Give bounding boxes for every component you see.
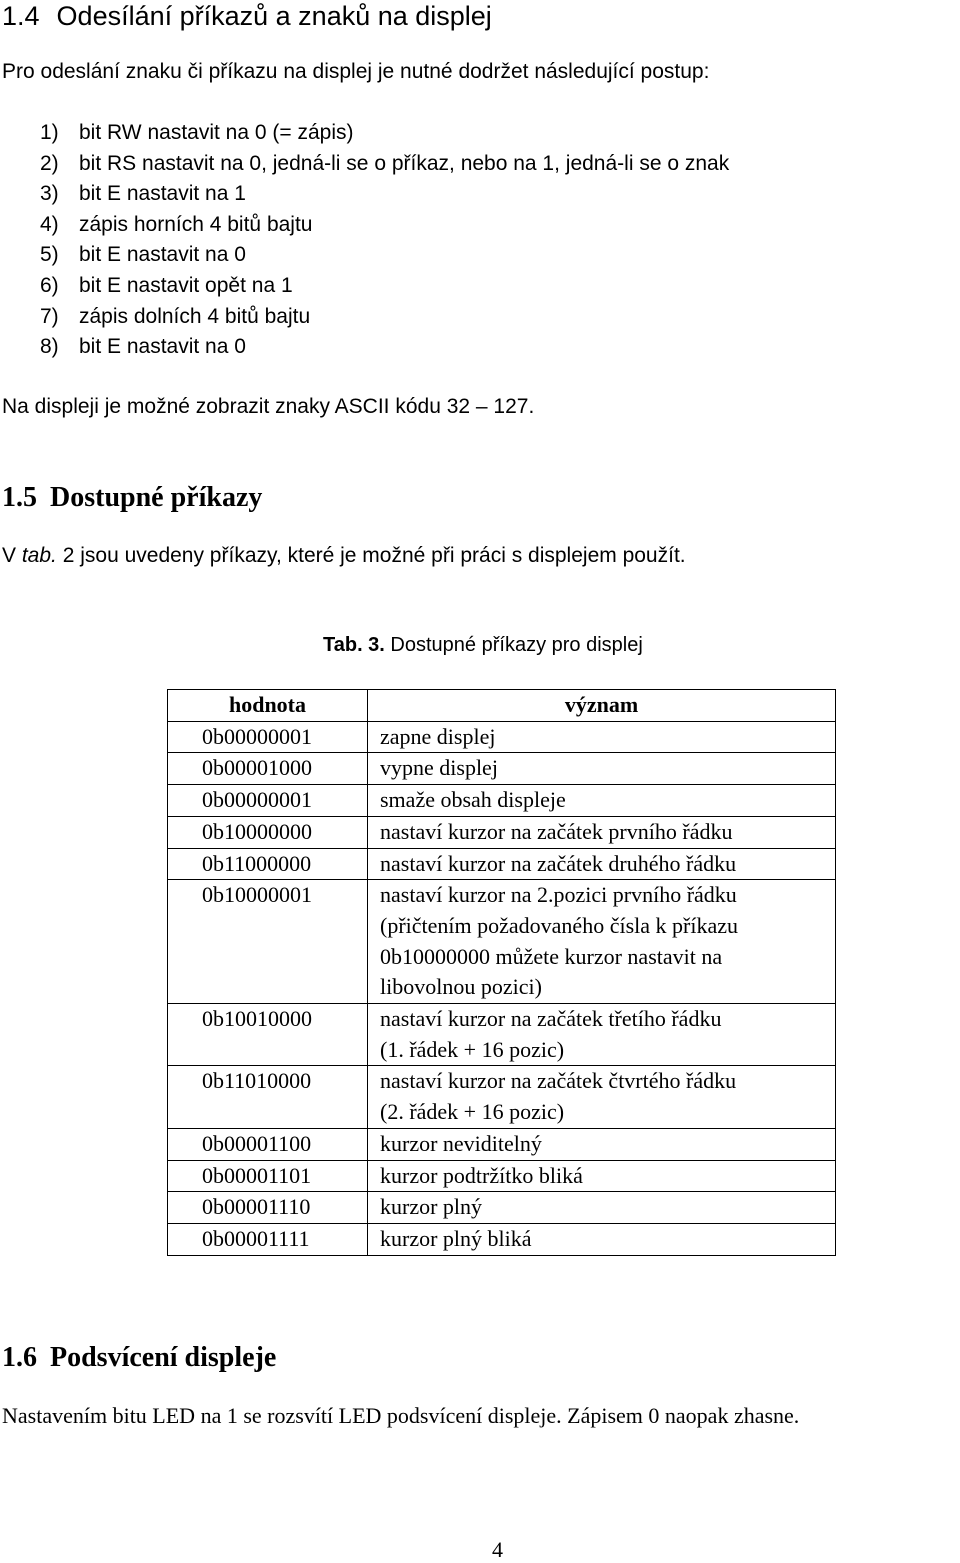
cell-meaning	[368, 785, 836, 817]
backlight-paragraph: Nastavením bitu LED na 1 se rozsvítí LED podsvícení displeje. Zápisem 0 naopak zhasne.	[2, 1403, 800, 1428]
step-number: 8)	[40, 335, 59, 359]
meaning-line: kurzor plný	[380, 1194, 483, 1220]
table-caption-label: Tab. 3.	[323, 634, 385, 656]
cell-value: 0b10000001	[168, 880, 368, 1004]
table-row	[168, 848, 836, 880]
page-number: 4	[492, 1537, 503, 1562]
table-header-row	[168, 690, 836, 722]
cell-value: 0b00001101	[168, 1160, 368, 1192]
table-row	[168, 1066, 836, 1128]
table-row	[168, 785, 836, 817]
cell-value: 0b00001000	[168, 753, 368, 785]
meaning-line: kurzor neviditelný	[380, 1130, 542, 1156]
section-heading-1-4	[2, 1, 492, 32]
table-row	[168, 1004, 836, 1066]
meaning-line: nastaví kurzor na začátek třetího řádku	[380, 1006, 722, 1032]
table-row	[168, 1160, 836, 1192]
section-number: 1.6	[2, 1342, 37, 1373]
cell-meaning	[368, 1066, 836, 1128]
meaning-line: (1. řádek + 16 pozic)	[380, 1036, 565, 1062]
section-title: Dostupné příkazy	[50, 482, 263, 513]
cell-meaning	[368, 1004, 836, 1066]
step-number: 3)	[40, 182, 59, 206]
section-heading-1-6	[2, 1342, 276, 1374]
table-row	[168, 753, 836, 785]
step-text: bit E nastavit na 0	[79, 335, 246, 359]
meaning-line: nastaví kurzor na začátek prvního řádku	[380, 818, 733, 844]
cell-meaning	[368, 753, 836, 785]
meaning-line: smaže obsah displeje	[380, 787, 566, 813]
meaning-line: zapne displej	[380, 723, 496, 749]
table-row	[168, 880, 836, 1004]
cell-value: 0b11010000	[168, 1066, 368, 1128]
step-text: bit RW nastavit na 0 (= zápis)	[79, 121, 354, 144]
step-number: 2)	[40, 151, 59, 175]
procedure-step	[40, 332, 729, 363]
step-text: zápis horních 4 bitů bajtu	[79, 212, 313, 236]
cell-meaning	[368, 1223, 836, 1255]
table-ref: tab.	[21, 544, 57, 567]
procedure-step	[40, 210, 729, 241]
cell-meaning	[368, 848, 836, 880]
cell-value: 0b00001111	[168, 1223, 368, 1255]
cell-meaning	[368, 1160, 836, 1192]
cell-value: 0b00001100	[168, 1128, 368, 1160]
step-number: 6)	[40, 273, 59, 297]
meaning-line: nastaví kurzor na začátek čtvrtého řádku	[380, 1068, 737, 1094]
cell-value: 0b10000000	[168, 816, 368, 848]
procedure-step	[40, 302, 729, 333]
section-number: 1.4	[2, 1, 40, 31]
table-caption	[323, 634, 643, 657]
step-text: zápis dolních 4 bitů bajtu	[79, 304, 311, 328]
step-number: 5)	[40, 243, 59, 267]
column-header-meaning: význam	[368, 690, 836, 722]
cell-value: 0b10010000	[168, 1004, 368, 1066]
step-number: 1)	[40, 121, 59, 144]
table-row	[168, 721, 836, 753]
meaning-line: libovolnou pozici)	[380, 974, 542, 1000]
cell-value: 0b00000001	[168, 785, 368, 817]
meaning-line: kurzor plný bliká	[380, 1225, 532, 1251]
meaning-line: kurzor podtržítko bliká	[380, 1162, 583, 1188]
table-row	[168, 816, 836, 848]
meaning-line: (přičtením požadovaného čísla k příkazu	[380, 912, 738, 938]
cell-value: 0b11000000	[168, 848, 368, 880]
meaning-line: nastaví kurzor na začátek druhého řádku	[380, 850, 737, 876]
cell-value: 0b00000001	[168, 721, 368, 753]
step-text: bit E nastavit na 0	[79, 243, 246, 267]
step-number: 7)	[40, 304, 59, 328]
table-row	[168, 1223, 836, 1255]
meaning-line: vypne displej	[380, 755, 498, 781]
procedure-step	[40, 118, 729, 149]
cell-meaning	[368, 721, 836, 753]
cell-meaning	[368, 1192, 836, 1224]
step-text: bit E nastavit na 1	[79, 182, 246, 206]
section-heading-1-5	[2, 482, 262, 514]
section-title: Podsvícení displeje	[50, 1342, 277, 1373]
procedure-list	[40, 118, 729, 363]
column-header-value: hodnota	[168, 690, 368, 722]
table-reference-paragraph	[2, 544, 686, 568]
table-caption-text: Dostupné příkazy pro displej	[384, 634, 643, 656]
section-number: 1.5	[2, 482, 37, 513]
table-row	[168, 1128, 836, 1160]
procedure-step	[40, 271, 729, 302]
procedure-step	[40, 149, 729, 180]
table-row	[168, 1192, 836, 1224]
table-body	[168, 721, 836, 1255]
step-number: 4)	[40, 212, 59, 236]
cell-meaning	[368, 880, 836, 1004]
intro-prefix: V	[2, 544, 22, 567]
procedure-step	[40, 240, 729, 271]
cell-meaning	[368, 816, 836, 848]
ascii-note: Na displeji je možné zobrazit znaky ASCII kódu 32 – 127.	[2, 395, 535, 418]
commands-table	[167, 689, 836, 1256]
meaning-line: 0b10000000 můžete kurzor nastavit na	[380, 943, 723, 969]
cell-meaning	[368, 1128, 836, 1160]
procedure-step	[40, 179, 729, 210]
meaning-line: (2. řádek + 16 pozic)	[380, 1099, 565, 1125]
step-text: bit E nastavit opět na 1	[79, 273, 293, 297]
intro-rest: 2 jsou uvedeny příkazy, které je možné při práci s displejem použít.	[56, 544, 686, 567]
meaning-line: nastaví kurzor na 2.pozici prvního řádku	[380, 882, 737, 908]
step-text: bit RS nastavit na 0, jedná-li se o příkaz, nebo na 1, jedná-li se o znak	[79, 151, 730, 175]
section-title: Odesílání příkazů a znaků na displej	[56, 1, 492, 31]
intro-paragraph: Pro odeslání znaku či příkazu na displej je nutné dodržet následující postup:	[2, 60, 710, 83]
cell-value: 0b00001110	[168, 1192, 368, 1224]
